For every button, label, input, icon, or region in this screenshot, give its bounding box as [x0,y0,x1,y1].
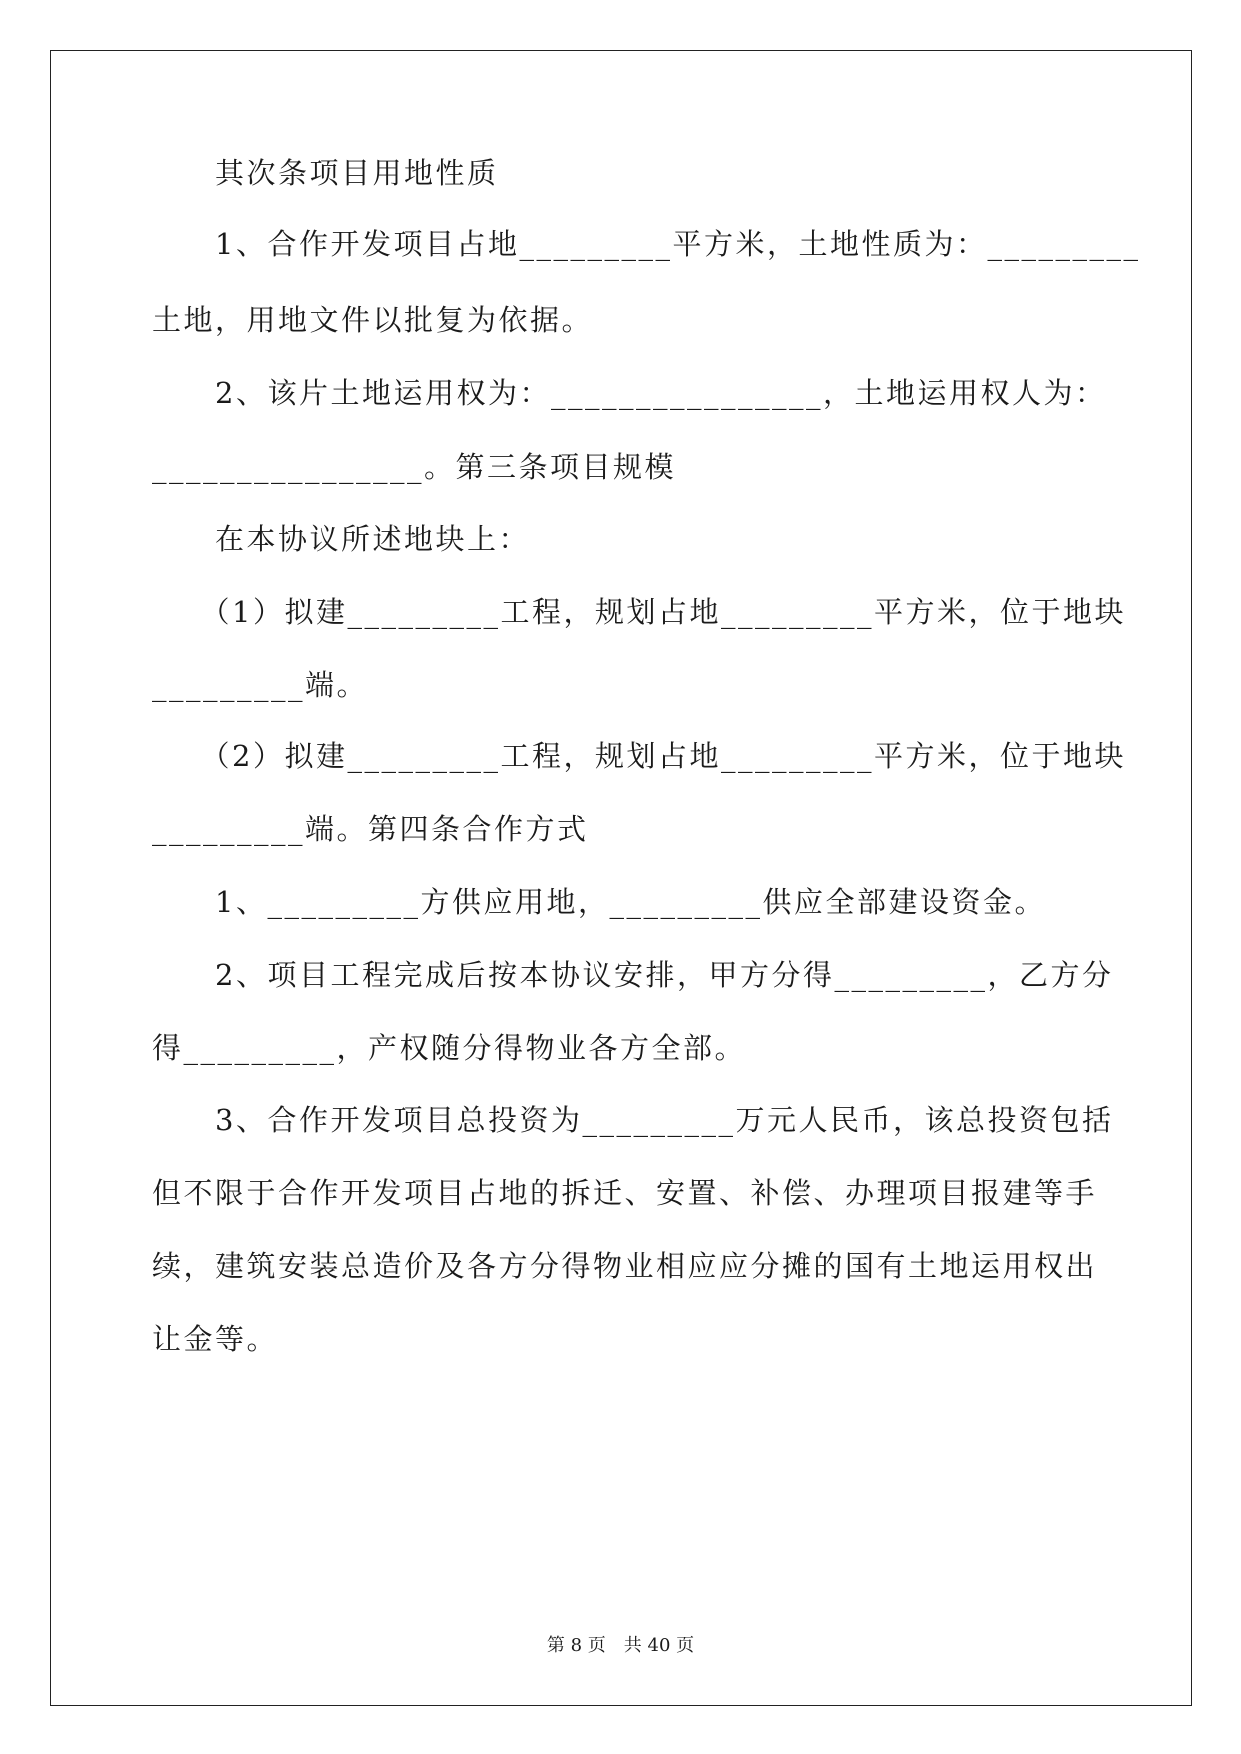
paragraph-line: 2、该片土地运用权为：________________，土地运用权人为： [152,376,1107,410]
paragraph-line: 让金等。 [152,1322,279,1356]
page-number-footer: 第 8 页 共 40 页 [546,1635,695,1656]
paragraph-line: （1）拟建_________工程，规划占地_________平方米，位于地块 [152,595,1126,629]
paragraph-line: ________________。第三条项目规模 [152,450,677,484]
paragraph-line: _________端。 [152,668,369,702]
paragraph-line: 续，建筑安装总造价及各方分得物业相应应分摊的国有土地运用权出 [152,1249,1098,1283]
paragraph-line: 1、合作开发项目占地_________平方米，土地性质为：_________ [152,227,1141,261]
paragraph-line: 得_________，产权随分得物业各方全部。 [152,1031,747,1065]
page-border [50,50,1192,1706]
paragraph-line: 在本协议所述地块上： [152,522,531,556]
paragraph-line: （2）拟建_________工程，规划占地_________平方米，位于地块 [152,739,1126,773]
section-heading-2: 其次条项目用地性质 [152,156,499,190]
paragraph-line: 但不限于合作开发项目占地的拆迁、安置、补偿、办理项目报建等手 [152,1176,1098,1210]
paragraph-line: 3、合作开发项目总投资为_________万元人民币，该总投资包括 [152,1103,1114,1137]
paragraph-line: _________端。第四条合作方式 [152,812,589,846]
paragraph-line: 1、_________方供应用地，_________供应全部建设资金。 [152,885,1046,919]
paragraph-line: 2、项目工程完成后按本协议安排，甲方分得_________，乙方分 [152,958,1114,992]
paragraph-line: 土地，用地文件以批复为依据。 [152,303,594,337]
